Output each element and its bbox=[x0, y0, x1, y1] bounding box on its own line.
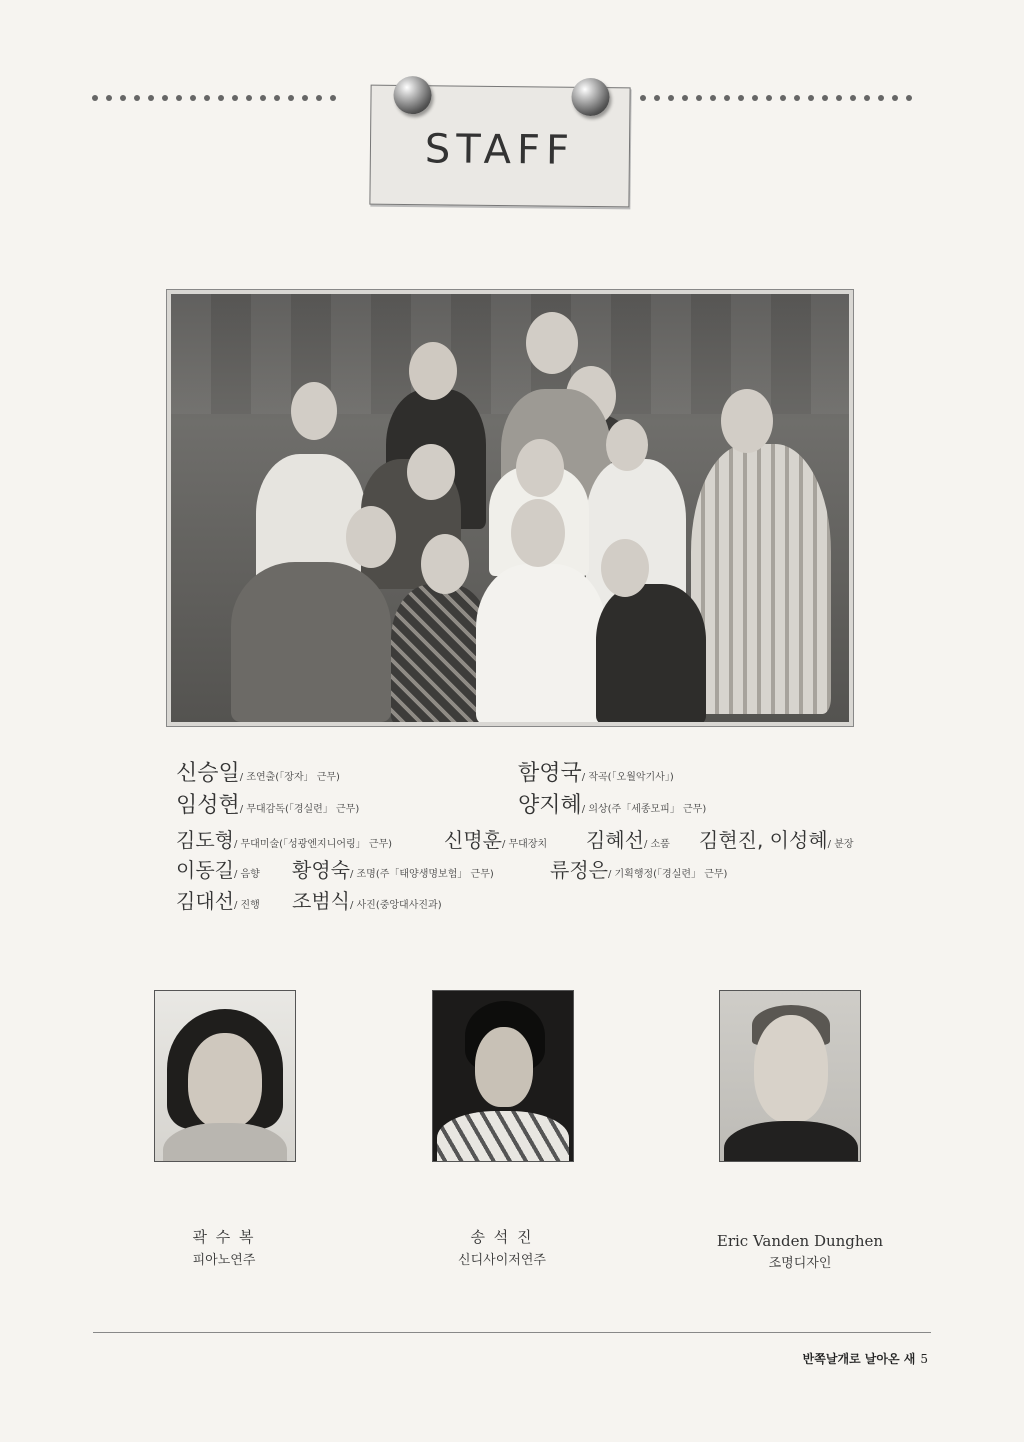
credit-item: 류정은/ 기획행정(「경실련」 근무) bbox=[550, 858, 728, 882]
footer-rule bbox=[93, 1332, 931, 1333]
credit-item: 신승일/ 조연출(「장자」 근무) bbox=[176, 761, 340, 786]
portrait-caption: 곽 수 복 피아노연주 bbox=[192, 1228, 256, 1268]
page-number: 5 bbox=[920, 1352, 928, 1366]
portrait-caption: Eric Vanden Dunghen 조명디자인 bbox=[716, 1232, 884, 1271]
page-title: STAFF bbox=[424, 126, 576, 174]
portrait-photo bbox=[432, 990, 574, 1162]
portrait-photo bbox=[719, 990, 861, 1162]
pushpin-icon bbox=[571, 78, 609, 116]
group-photo bbox=[166, 289, 854, 727]
credit-item: 황영숙/ 조명(주「태양생명보험」 근무) bbox=[292, 858, 494, 882]
credit-item: 김도형/ 무대미술(「성광엔지니어링」 근무) bbox=[176, 828, 393, 852]
credit-item: 신명훈/ 무대장치 bbox=[444, 828, 548, 852]
credit-item: 이동길/ 음향 bbox=[176, 858, 260, 882]
portrait-caption: 송 석 진 신디사이저연주 bbox=[458, 1228, 546, 1268]
pushpin-icon bbox=[393, 76, 431, 114]
dotted-rule-right bbox=[640, 86, 928, 96]
staff-title-card bbox=[369, 85, 630, 208]
dotted-rule-left bbox=[92, 86, 362, 96]
credit-item: 양지혜/ 의상(주「세종모피」 근무) bbox=[518, 793, 707, 818]
credit-item: 함영국/ 작곡(「오월악기사」) bbox=[518, 761, 674, 786]
credit-item: 조범식/ 사진(중앙대사진과) bbox=[292, 889, 442, 913]
portrait-photo bbox=[154, 990, 296, 1162]
credit-item: 김대선/ 진행 bbox=[176, 889, 260, 913]
credit-item: 임성현/ 무대감독(「경실련」 근무) bbox=[176, 793, 360, 818]
credit-item: 김현진, 이성혜/ 분장 bbox=[699, 828, 854, 852]
page-footer bbox=[803, 1350, 928, 1367]
footer-title: 반쪽날개로 날아온 새 bbox=[802, 1352, 916, 1366]
credit-item: 김혜선/ 소품 bbox=[586, 828, 670, 852]
